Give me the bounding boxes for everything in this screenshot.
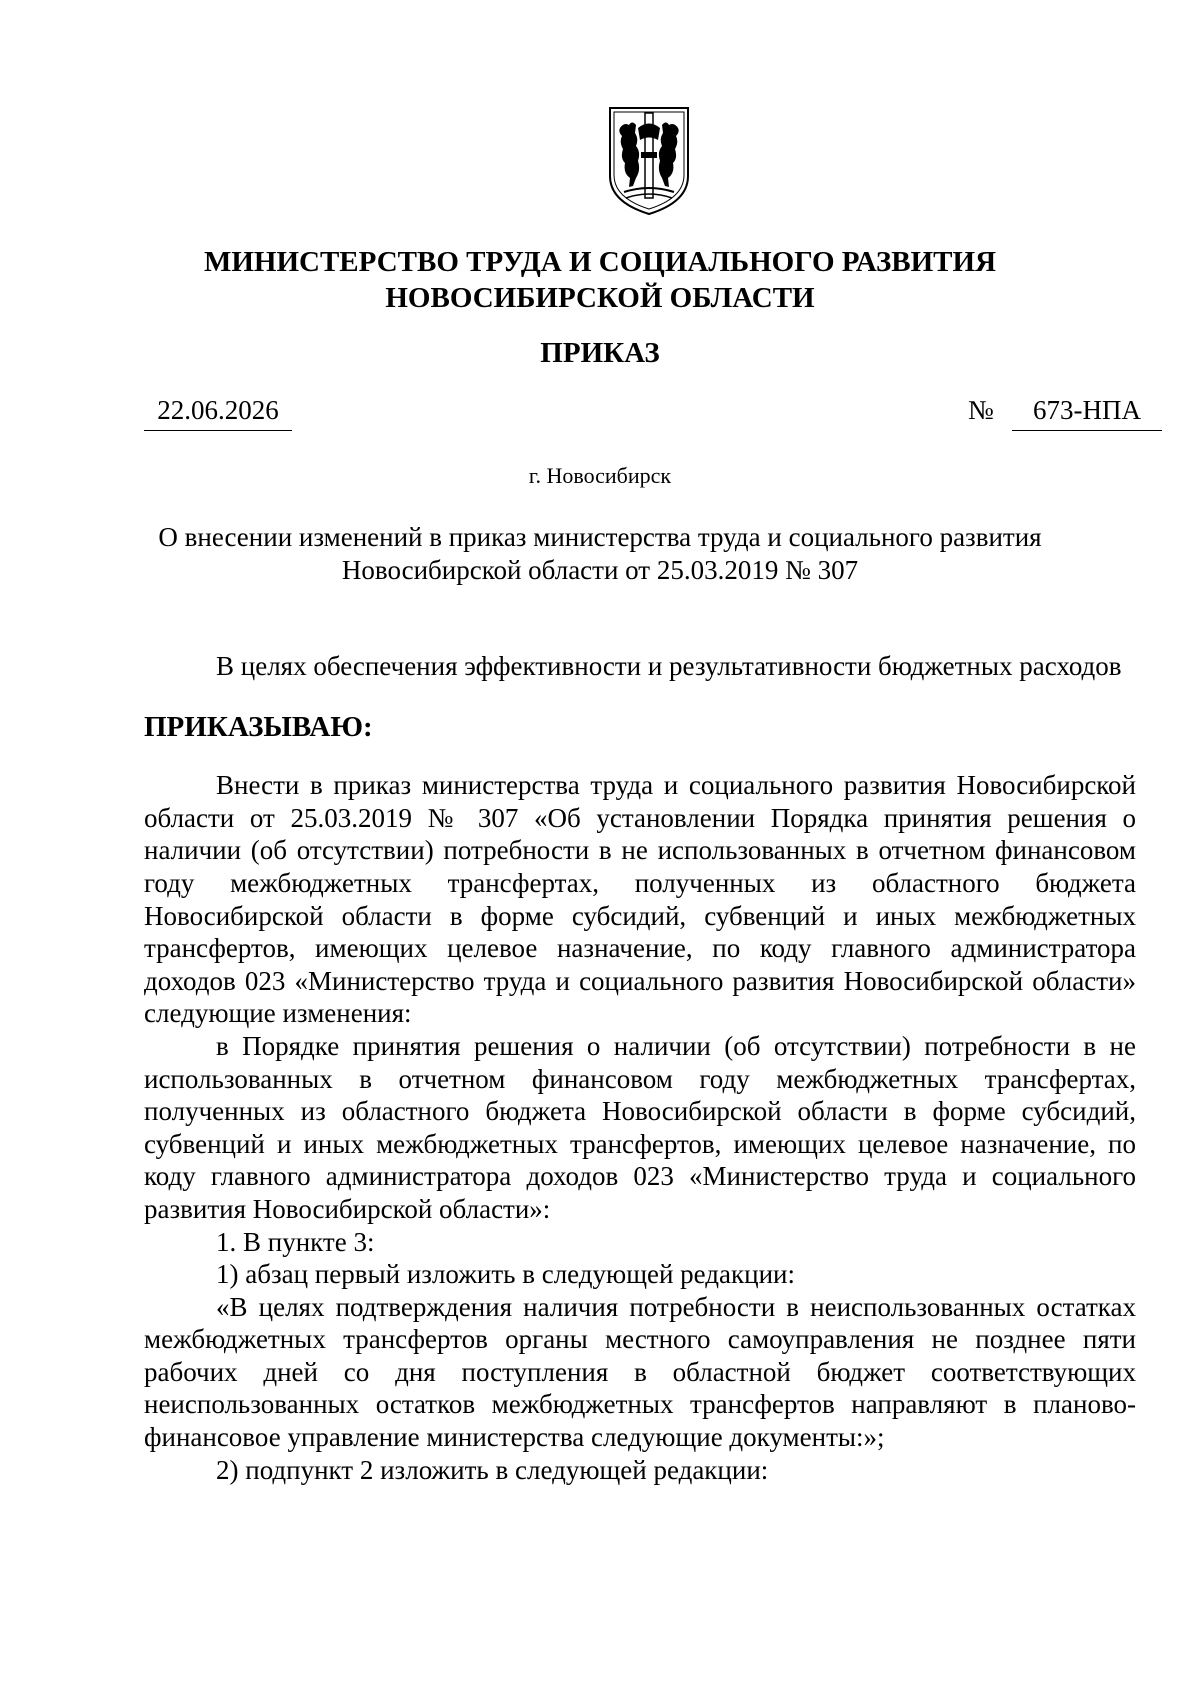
order-heading: ПРИКАЗЫВАЮ:: [144, 710, 373, 743]
order-subject-line-1: О внесении изменений в приказ министерства труда и социального развития: [158, 522, 1042, 552]
organization-name: [0, 244, 1200, 316]
order-body: [144, 650, 1136, 1486]
body-paragraph: 2) подпункт 2 изложить в следующей редакции:: [216, 1454, 769, 1485]
coat-of-arms-emblem: [608, 106, 690, 216]
city: г. Новосибирск: [528, 463, 672, 488]
order-date: 22.06.2026: [144, 392, 292, 431]
body-paragraph: в Порядке принятия решения о наличии (об отсутствии) потребности в не использованных в отчетном финансовом году межбюджетных трансфертах, полученных из областного бюджета Новосибирской области в форме субсидий, субвенций и иных межбюджетных трансфертов, имеющих целевое назначение, по коду главного администратора доходов 023 «Министерство труда и социального развития Новосибирской области»:: [144, 1030, 1136, 1224]
order-subject: [0, 521, 1200, 587]
organization-name-line-2: НОВОСИБИРСКОЙ ОБЛАСТИ: [385, 282, 815, 314]
body-paragraph: Внести в приказ министерства труда и социального развития Новосибирской области от 25.03.2019 № 307 «Об установлении Порядка принятия решения о наличии (об отсутствии) потребности в не использованных в отчетном финансовом году межбюджетных трансфертах, полученных из областного бюджета Новосибирской области в форме субсидий, субвенций и иных межбюджетных трансфертов, имеющих целевое назначение, по коду главного администратора доходов 023 «Министерство труда и социального развития Новосибирской области» следующие изменения:: [144, 770, 1136, 1029]
preamble-paragraph: В целях обеспечения эффективности и результативности бюджетных расходов: [216, 651, 1122, 681]
body-paragraph: 1. В пункте 3:: [216, 1226, 375, 1257]
body-paragraph: «В целях подтверждения наличия потребности в неиспользованных остатках межбюджетных трансфертов органы местного самоуправления не позднее пяти рабочих дней со дня поступления в областной бюджет соответствующих неиспользованных остатков межбюджетных трансфертов направляют в планово-финансовое управление министерства следующие документы:»;: [144, 1291, 1136, 1453]
order-subject-line-2: Новосибирской области от 25.03.2019 № 307: [341, 555, 859, 585]
body-paragraph: 1) абзац первый изложить в следующей редакции:: [216, 1259, 795, 1290]
order-number: 673-НПА: [1012, 392, 1162, 431]
organization-name-line-1: МИНИСТЕРСТВО ТРУДА И СОЦИАЛЬНОГО РАЗВИТИЯ: [203, 246, 997, 278]
number-sign: №: [968, 395, 994, 425]
document-type: ПРИКАЗ: [540, 337, 660, 369]
